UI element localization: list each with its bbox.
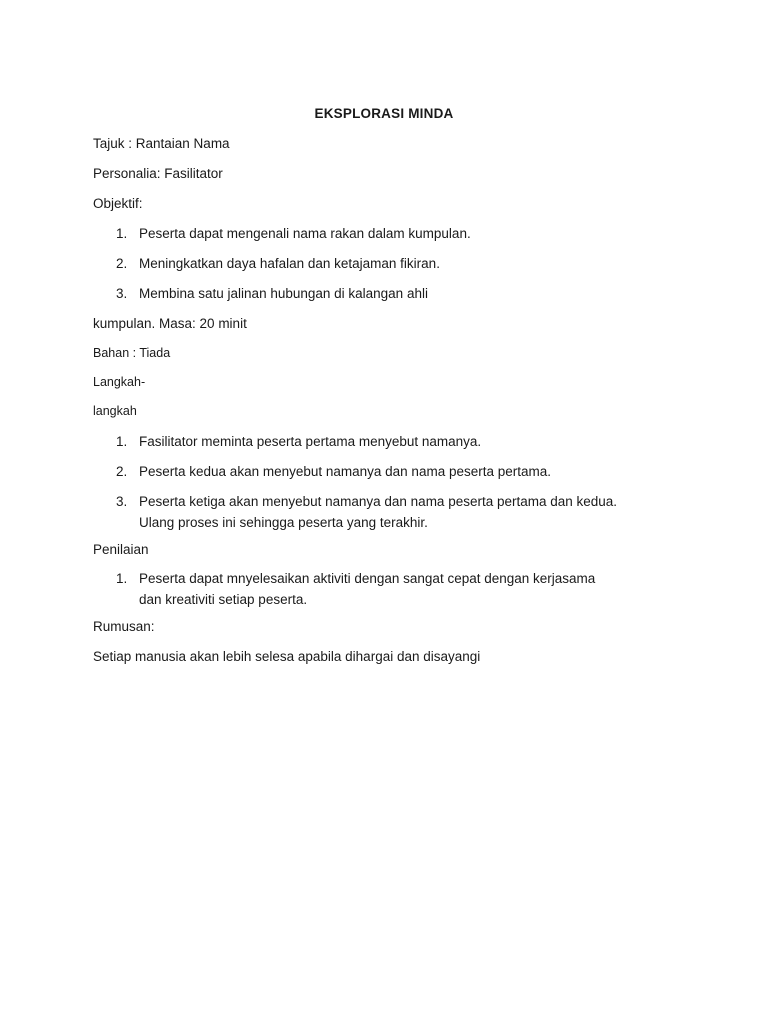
list-number: 3.: [116, 286, 128, 301]
langkah-heading-line2: langkah: [93, 404, 137, 418]
penilaian-heading: Penilaian: [93, 542, 149, 557]
list-number: 2.: [116, 464, 128, 479]
document-title: EKSPLORASI MINDA: [314, 106, 454, 121]
rumusan-text: Setiap manusia akan lebih selesa apabila dihargai dan disayangi: [93, 649, 481, 664]
rumusan-heading: Rumusan:: [93, 619, 155, 634]
list-number: 3.: [116, 494, 128, 509]
list-item-text: Peserta ketiga akan menyebut namanya dan nama peserta pertama dan kedua.: [139, 494, 618, 509]
list-number: 2.: [116, 256, 128, 271]
list-number: 1.: [116, 571, 128, 586]
list-item-text: Peserta kedua akan menyebut namanya dan nama peserta pertama.: [139, 464, 552, 479]
tajuk-line: Tajuk : Rantaian Nama: [93, 136, 230, 151]
bahan-line: Bahan : Tiada: [93, 346, 171, 360]
list-item-text: Fasilitator meminta peserta pertama menyebut namanya.: [139, 434, 482, 449]
objektif-heading: Objektif:: [93, 196, 143, 211]
list-number: 1.: [116, 434, 128, 449]
list-item-continuation: Ulang proses ini sehingga peserta yang terakhir.: [139, 515, 428, 530]
list-item-continuation: dan kreativiti setiap peserta.: [139, 592, 308, 607]
langkah-heading-line1: Langkah-: [93, 375, 146, 389]
list-item-text: Membina satu jalinan hubungan di kalangan ahli: [139, 286, 428, 301]
list-item-text: Meningkatkan daya hafalan dan ketajaman fikiran.: [139, 256, 440, 271]
list-item-text: Peserta dapat mnyelesaikan aktiviti dengan sangat cepat dengan kerjasama: [139, 571, 596, 586]
list-item-text: Peserta dapat mengenali nama rakan dalam kumpulan.: [139, 226, 471, 241]
list-number: 1.: [116, 226, 128, 241]
masa-line: kumpulan. Masa: 20 minit: [93, 316, 247, 331]
personalia-line: Personalia: Fasilitator: [93, 166, 223, 181]
